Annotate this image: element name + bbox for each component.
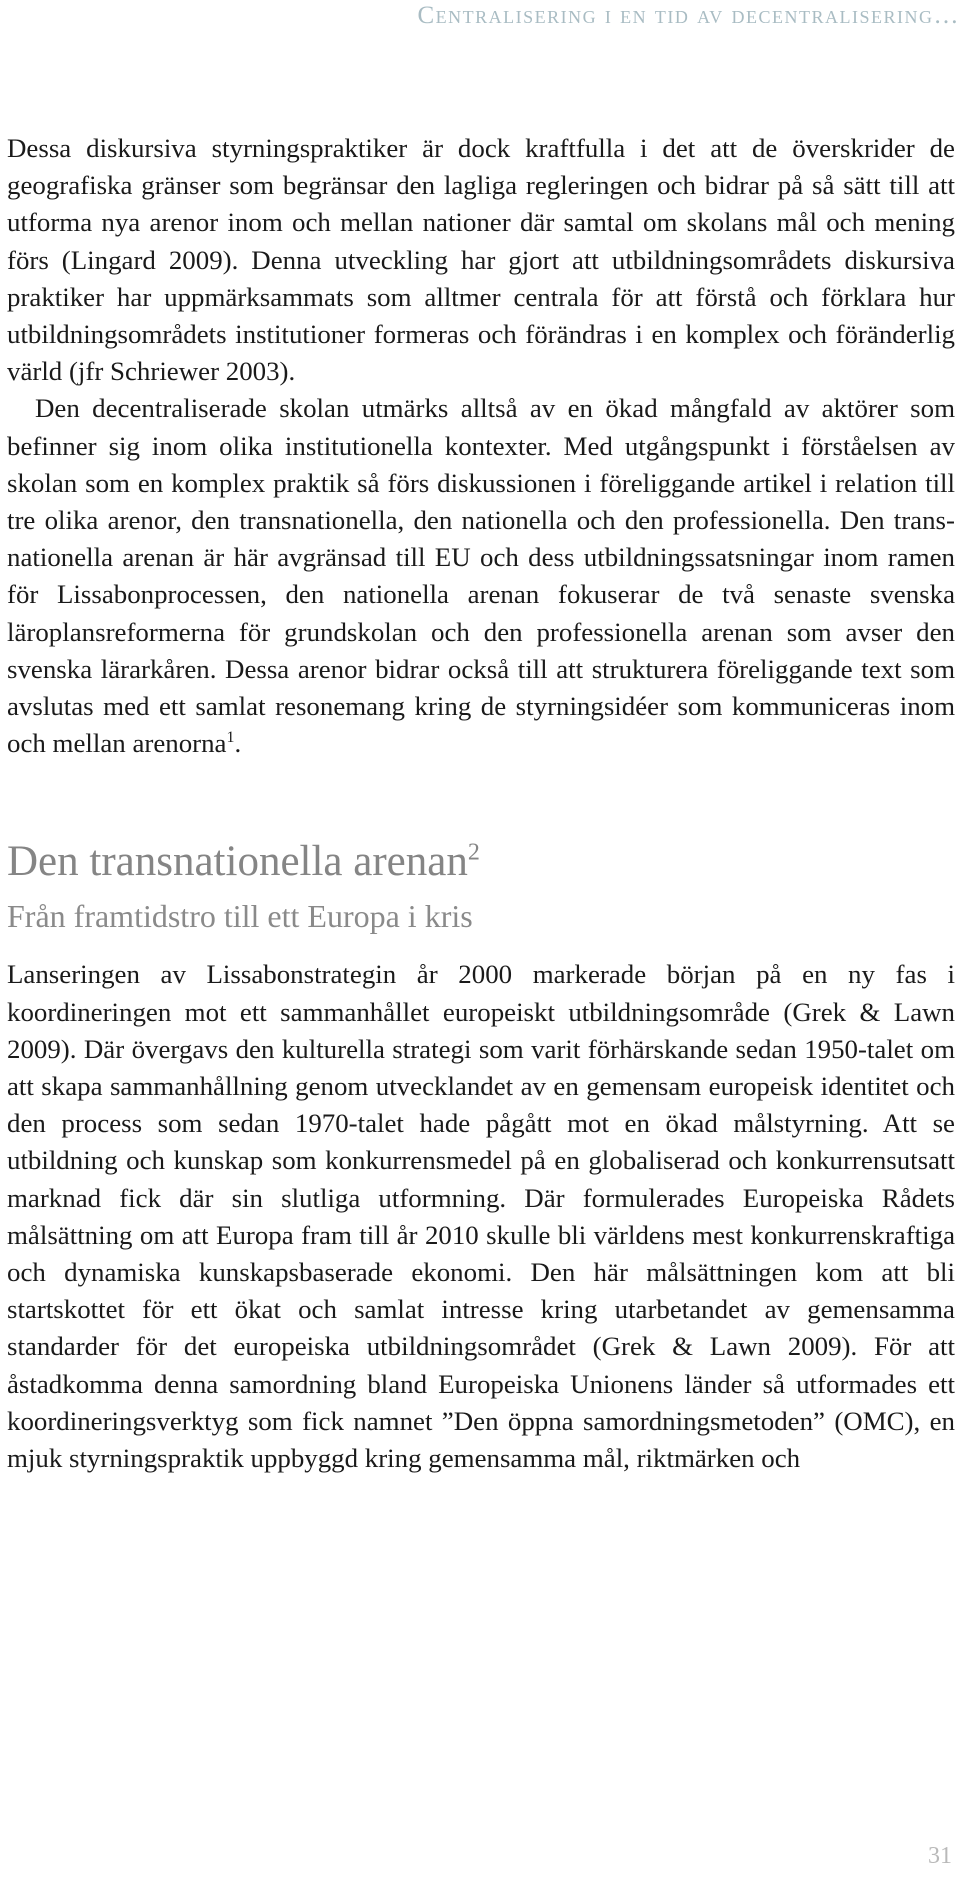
- section-heading: [7, 832, 955, 892]
- footnote-ref[interactable]: 2: [467, 840, 480, 867]
- paragraph-text: Den decentraliserade skolan utmärks alltså av en ökad mångfald av aktörer som befinner sig inom olika institutionella kontexter. Med utgångspunkt i förståelsen av skolan som en komplex praktik så förs diskussionen i föreliggande artikel i relation till tre olika arenor, den transnationella, den nationella och den professionella. Den transnationella arenan är här avgränsad till EU och dess utbildningssatsningar inom ramen för Lissabonprocessen, den nationella arenan fokuserar de två senaste svenska läroplansreformerna för grundskolan och den professionella arenan som avser den svenska lärarkåren. Dessa arenor bidrar också till att strukturera föreliggande text som avslutas med ett samlat resonemang kring de styrningsidéer som kommuniceras inom och mellan arenorna: [7, 393, 955, 759]
- page-number: 31: [928, 1843, 952, 1869]
- body-paragraph: [7, 390, 955, 762]
- footnote-ref[interactable]: 1: [226, 729, 235, 747]
- body-paragraph: Dessa diskursiva styrningspraktiker är dock kraftfulla i det att de överskrider de geografiska gränser som begränsar den lagliga regleringen och bidrar på så sätt till att utforma nya arenor inom och mellan nationer där samtal om skolans mål och mening förs (Lingard 2009). Denna utveckling har gjort att utbildningsområdets diskursiva praktiker har uppmärksammats som alltmer centrala för att förstå och förklara hur utbildningsområdets institutioner formeras och förändras i en komplex och föränderlig värld (jfr Schriewer 2003).: [7, 133, 955, 387]
- paragraph-end: .: [234, 728, 242, 759]
- body-paragraph: Lanseringen av Lissabonstrategin år 2000 markerade början på en ny fas i koordineringen mot ett sammanhållet europeiskt utbildningsområde (Grek & Lawn 2009). Där övergavs den kulturella strategi som varit förhärskande sedan 1950-talet om att skapa sammanhållning genom utvecklandet av en gemensam europeisk identitet och den process som sedan 1970-talet hade pågått mot en ökad målstyrning. Att se utbildning och kunskap som konkurrensmedel på en globaliserad och konkurrensutsatt marknad fick där sin slutliga utformning. Där formulerades Europeiska Rådets målsättning om att Europa fram till år 2010 skulle bli världens mest konkurrenskraftiga och dynamiska kunskapsbaserade ekonomi. Den här målsättningen kom att bli startskottet för ett ökat och samlat intresse kring utarbetandet av gemensamma standarder för det europeiska utbildningsområdet (Grek & Lawn 2009). För att åstadkomma denna samordning bland Europeiska Unionens länder så utformades ett koordineringsverktyg som fick namnet ”Den öppna samordningsmetoden” (OMC), en mjuk styrningspraktik uppbyggd kring gemensamma mål, riktmärken och: [7, 959, 955, 1474]
- section-title: Den transnationella arenan: [7, 838, 468, 886]
- sub-heading: Från framtidstro till ett Europa i kris: [7, 898, 473, 935]
- main-text: [7, 130, 955, 1477]
- running-head: Centralisering i en tid av decentralisering…: [417, 2, 960, 29]
